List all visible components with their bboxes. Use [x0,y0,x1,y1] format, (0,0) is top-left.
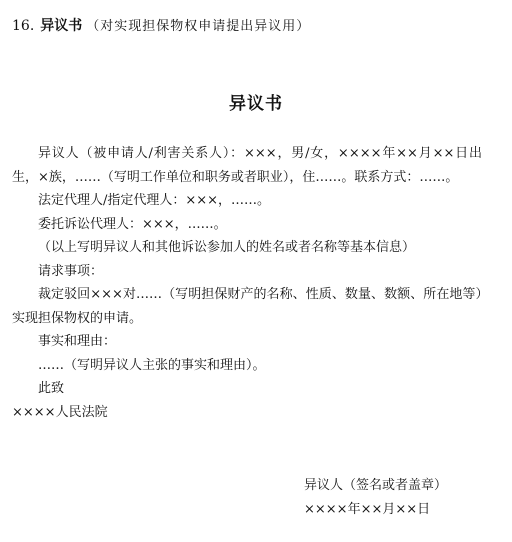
entrusted-agent-line: 委托诉讼代理人：×××，……。 [38,216,227,232]
document-body [12,142,482,424]
section-title: 异议书 [40,18,83,34]
salutation-line: 此致 [38,381,65,396]
section-heading [12,16,310,37]
request-paragraph: 裁定驳回×××对……（写明担保财产的名称、性质、数量、数额、所在地等）实现担保物权的申请。 [12,287,482,326]
signer-line: 异议人（签名或者盖章） [304,478,448,493]
document-title: 异议书 [229,94,283,114]
info-note-line: （以上写明异议人和其他诉讼参加人的姓名或者名称等基本信息） [38,240,416,255]
section-number: 16. [12,18,35,34]
request-heading: 请求事项： [38,263,104,279]
facts-paragraph: ……（写明异议人主张的事实和理由）。 [38,357,266,373]
date-line: ××××年××月××日 [304,502,431,517]
section-subtitle: （对实现担保物权申请提出异议用） [86,19,311,34]
legal-representative-line: 法定代理人/指定代理人：×××，……。 [38,193,271,208]
objector-info-paragraph: 异议人（被申请人/利害关系人）：×××，男/女，××××年××月××日出生，×族，……（写明工作单位和职务或者职业），住……。联系方式：……。 [12,146,482,185]
facts-heading: 事实和理由： [38,334,117,349]
signature-block [304,474,447,522]
court-name: ××××人民法院 [12,404,108,420]
